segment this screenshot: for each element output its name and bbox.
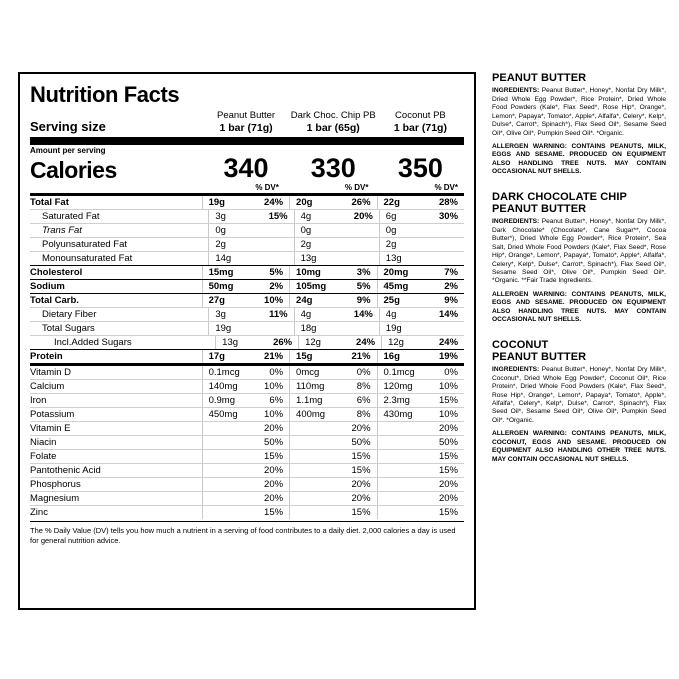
vitamin-value-col1	[202, 436, 289, 449]
nutrient-amount: 18g	[300, 323, 317, 335]
vitamin-daily-value: 20%	[264, 493, 284, 505]
amount-per-serving-label: Amount per serving	[30, 146, 106, 156]
vitamin-name: Folate	[30, 451, 57, 463]
nutrient-daily-value: 24%	[356, 337, 376, 349]
nutrient-name: Polyunsaturated Fat	[42, 239, 128, 251]
nutrient-daily-value: 5%	[356, 281, 371, 293]
nutrient-amount: 20g	[296, 197, 313, 209]
nutrient-row	[30, 279, 464, 293]
nutrient-amount: 13g	[385, 253, 402, 265]
ingredient-label: INGREDIENTS:	[492, 366, 542, 374]
nutrient-value-col3	[377, 280, 464, 293]
vitamin-daily-value: 20%	[438, 423, 458, 435]
nutrient-daily-value: 2%	[269, 281, 284, 293]
nutrient-row	[30, 196, 464, 209]
nutrient-value-col1	[202, 294, 289, 307]
vitamin-daily-value: 20%	[264, 423, 284, 435]
nutrient-name: Trans Fat	[42, 225, 82, 237]
calories-row	[30, 155, 464, 182]
nutrient-daily-value: 24%	[439, 337, 459, 349]
nutrient-daily-value: 3%	[356, 267, 371, 279]
vitamin-daily-value: 0%	[356, 367, 371, 379]
nutrient-daily-value: 7%	[444, 267, 458, 279]
nutrient-row	[30, 321, 464, 335]
vitamin-name: Potassium	[30, 409, 75, 421]
nutrient-value-col3	[379, 252, 464, 265]
nutrient-amount: 13g	[222, 337, 239, 349]
vitamin-daily-value: 6%	[269, 395, 284, 407]
vitamin-value-col3	[377, 478, 464, 491]
vitamin-daily-value: 50%	[264, 437, 284, 449]
vitamin-daily-value: 0%	[269, 367, 284, 379]
calories-value-peanut-butter: 340	[223, 153, 269, 184]
vitamin-row	[30, 379, 464, 393]
nutrient-value-col1	[215, 336, 298, 349]
vitamin-daily-value: 0%	[444, 367, 458, 379]
vitamin-daily-value: 20%	[264, 479, 284, 491]
vitamin-daily-value: 10%	[264, 409, 284, 421]
nutrient-daily-value: 9%	[444, 295, 458, 307]
ingredient-block	[492, 339, 666, 464]
nutrient-daily-value: 21%	[351, 351, 371, 363]
vitamin-value-col2	[289, 436, 376, 449]
nutrient-daily-value: 14%	[353, 309, 373, 321]
nutrient-amount: 27g	[208, 295, 225, 307]
vitamin-value-col1	[202, 366, 289, 379]
vitamin-value-col2	[289, 380, 376, 393]
nutrient-name: Saturated Fat	[42, 211, 100, 223]
daily-value-header-row	[30, 183, 464, 192]
nutrient-value-col1	[202, 280, 289, 293]
vitamin-rows	[30, 366, 464, 519]
nutrient-rows	[30, 196, 464, 363]
vitamin-value-col2	[289, 492, 376, 505]
nutrient-name: Dietary Fiber	[42, 309, 97, 321]
vitamin-daily-value: 20%	[351, 423, 371, 435]
vitamin-value-col1	[202, 408, 289, 421]
nutrient-daily-value: 30%	[439, 211, 459, 223]
column-name: Coconut PB	[395, 110, 446, 122]
vitamin-value-col3	[377, 464, 464, 477]
nutrient-daily-value: 15%	[268, 211, 288, 223]
nutrient-amount: 24g	[296, 295, 313, 307]
nutrient-value-col2	[294, 252, 379, 265]
nutrient-daily-value: 26%	[351, 197, 371, 209]
vitamin-value-col1	[202, 450, 289, 463]
nutrient-row	[30, 307, 464, 321]
vitamin-row	[30, 407, 464, 421]
vitamin-value-col1	[202, 464, 289, 477]
nutrient-amount: 19g	[385, 323, 402, 335]
nutrient-amount: 16g	[383, 351, 400, 363]
nutrient-row	[30, 251, 464, 265]
vitamin-name: Vitamin D	[30, 367, 72, 379]
vitamin-daily-value: 15%	[438, 507, 458, 519]
nutrient-amount: 12g	[305, 337, 321, 349]
vitamin-value-col2	[289, 450, 376, 463]
vitamin-value-col2	[289, 464, 376, 477]
nutrient-amount: 2g	[300, 239, 312, 251]
vitamin-daily-value: 20%	[438, 493, 458, 505]
vitamin-daily-value: 15%	[351, 507, 371, 519]
calories-value-coconut-pb: 350	[397, 153, 443, 184]
nutrition-facts-panel	[18, 72, 476, 610]
nutrient-row	[30, 349, 464, 363]
nutrient-amount: 50mg	[208, 281, 234, 293]
vitamin-value-col2	[289, 478, 376, 491]
nutrient-value-col1	[208, 252, 293, 265]
vitamin-value-col3	[377, 450, 464, 463]
calories-label: Calories	[30, 157, 117, 184]
vitamin-daily-value: 50%	[438, 437, 458, 449]
nutrient-daily-value: 20%	[353, 211, 373, 223]
nutrient-name: Protein	[30, 351, 63, 363]
column-serving: 1 bar (65g)	[306, 122, 360, 135]
vitamin-row	[30, 449, 464, 463]
daily-value-footnote: The % Daily Value (DV) tells you how much a nutrient in a serving of food contributes to a daily diet. 2,000 calories a day is used for general nutrition advice.	[30, 526, 456, 546]
column-header-coconut-pb	[377, 110, 464, 134]
nutrient-amount: 4g	[385, 309, 397, 321]
vitamin-daily-value: 10%	[264, 381, 284, 393]
nutrient-daily-value: 19%	[438, 351, 458, 363]
nutrient-amount: 17g	[208, 351, 225, 363]
dv-spacer	[30, 183, 195, 192]
vitamin-daily-value: 8%	[356, 409, 371, 421]
vitamin-value-col3	[377, 394, 464, 407]
vitamin-name: Iron	[30, 395, 47, 407]
column-headers	[30, 110, 464, 134]
ingredient-block	[492, 191, 666, 325]
nutrient-value-col2	[294, 308, 379, 321]
nutrient-amount: 25g	[383, 295, 400, 307]
vitamin-amount: 0.9mg	[208, 395, 235, 407]
nutrient-daily-value: 11%	[269, 309, 288, 321]
nutrient-name: Total Carb.	[30, 295, 79, 307]
divider-thick	[30, 137, 464, 145]
vitamin-name: Magnesium	[30, 493, 80, 505]
vitamin-row	[30, 505, 464, 519]
ingredient-body: INGREDIENTS: Peanut Butter*, Honey*, Nonfat Dry Milk*, Coconut*, Dried Whole Egg Powder*, Coconut Oil*, Rice Protein*, Dried Whole Food Powders (Kale*, Flax Seed*, Rose Hip*, Orange*, Lemon*, Papaya*, Tomato*, Apple*, Alfalfa*, Celery*, Kelp*, Dulse*, Carrot*, Spinach*), Flax Seed Oil*, Sesame Seed Oil*, Olive Oil*, Pumpkin Seed Oil*. *Organic.	[492, 366, 667, 424]
vitamin-row	[30, 463, 464, 477]
ingredient-title: COCONUT PEANUT BUTTER	[492, 338, 587, 363]
vitamin-value-col1	[202, 478, 289, 491]
nutrient-value-col3	[377, 294, 464, 307]
column-serving: 1 bar (71g)	[393, 122, 447, 135]
nutrient-amount: 4g	[300, 211, 312, 223]
vitamin-row	[30, 393, 464, 407]
nutrient-daily-value: 9%	[356, 295, 371, 307]
nutrient-amount: 20mg	[383, 267, 409, 279]
vitamin-value-col1	[202, 422, 289, 435]
nutrient-value-col2	[289, 196, 376, 209]
ingredient-label: INGREDIENTS:	[492, 87, 542, 95]
nutrient-value-col3	[379, 238, 464, 251]
nutrient-value-col1	[202, 266, 289, 279]
vitamin-value-col3	[377, 422, 464, 435]
nutrient-daily-value: 21%	[264, 351, 284, 363]
vitamin-name: Calcium	[30, 381, 65, 393]
ingredient-title: PEANUT BUTTER	[492, 72, 587, 84]
vitamin-amount: 1.1mg	[296, 395, 323, 407]
nutrient-value-col2	[294, 210, 379, 223]
nutrient-value-col3	[379, 308, 464, 321]
vitamin-daily-value: 15%	[351, 451, 371, 463]
dv-header-dark-choc-chip-pb: % DV*	[344, 183, 369, 193]
column-name: Peanut Butter	[217, 110, 276, 122]
vitamin-name: Pantothenic Acid	[30, 465, 101, 477]
vitamin-value-col3	[377, 492, 464, 505]
vitamin-value-col2	[289, 506, 376, 519]
nutrient-row	[30, 237, 464, 251]
nutrient-value-col3	[379, 224, 464, 237]
vitamin-daily-value: 20%	[264, 465, 284, 477]
nutrient-value-col1	[208, 210, 293, 223]
vitamin-value-col3	[377, 408, 464, 421]
nutrient-amount: 22g	[383, 197, 400, 209]
allergen-warning: ALLERGEN WARNING: CONTAINS PEANUTS, MILK, COCONUT, EGGS AND SESAME. PRODUCED ON EQUIPMENT ALSO HANDLING OTHER TREE NUTS. MAY CONTAIN OCCASIONAL NUT SHELLS.	[492, 430, 666, 463]
nutrient-value-col3	[379, 210, 464, 223]
vitamin-amount: 450mg	[208, 409, 238, 421]
nutrient-value-col2	[294, 224, 379, 237]
allergen-warning: ALLERGEN WARNING: CONTAINS PEANUTS, MILK, EGGS AND SESAME. PRODUCED ON EQUIPMENT ALSO HANDLING TREE NUTS. MAY CONTAIN OCCASIONAL NUT SHELLS.	[492, 290, 666, 324]
nutrient-value-col1	[202, 350, 289, 363]
nutrient-amount: 0g	[300, 225, 312, 237]
nutrient-value-col3	[377, 350, 464, 363]
nutrient-amount: 3g	[215, 309, 226, 321]
nutrient-row	[30, 265, 464, 279]
nutrient-name: Total Sugars	[42, 323, 95, 335]
nutrient-value-col3	[377, 196, 464, 209]
ingredient-body: INGREDIENTS: Peanut Butter*, Honey*, Nonfat Dry Milk*, Dark Chocolate* (Chocolate*, Cane Sugar**, Cocoa Butter*), Dried Whole Egg Powder*, Rice Protein*, Sea Salt, Dried Whole Food Powders (Kale*, Flax Seed*, Rose Hip*, Orange*, Lemon*, Papaya*, Tomato*, Apple*, Alfalfa*, Celery*, Kelp*, Dulse*, Carrot*, Spinach*), Flax Seed Oil*, Sesame Seed Oil*, Olive Oil*, Pumpkin Seed Oil*. *Organic. **Fair Trade Ingredients.	[492, 218, 667, 285]
nutrient-row	[30, 223, 464, 237]
vitamin-amount: 400mg	[296, 409, 326, 421]
vitamin-daily-value: 15%	[438, 465, 458, 477]
nutrient-row	[30, 335, 464, 349]
nutrient-amount: 10mg	[296, 267, 321, 279]
nutrient-value-col2	[289, 280, 376, 293]
nutrient-value-col1	[208, 238, 293, 251]
ingredients-column	[492, 72, 666, 478]
nutrient-amount: 15mg	[208, 267, 234, 279]
nutrient-amount: 105mg	[296, 281, 327, 293]
nutrient-row	[30, 209, 464, 223]
nutrient-amount: 3g	[215, 211, 226, 223]
ingredient-body: INGREDIENTS: Peanut Butter*, Honey*, Nonfat Dry Milk*, Dried Whole Egg Powder*, Rice Protein*, Dried Whole Food Powders (Kale*, Flax Seed*, Rose Hip*, Orange*, Lemon*, Papaya*, Tomato*, Apple*, Alfalfa*, Celery*, Kelp*, Dulse*, Carrot*, Spinach*), Flax Seed Oil*, Sesame Seed Oil*, Olive Oil*, Pumpkin Seed Oil*. *Organic.	[492, 87, 667, 137]
nutrient-daily-value: 10%	[264, 295, 284, 307]
vitamin-daily-value: 20%	[351, 493, 371, 505]
vitamin-value-col3	[377, 506, 464, 519]
vitamin-value-col1	[202, 380, 289, 393]
vitamin-row	[30, 491, 464, 505]
vitamin-name: Zinc	[30, 507, 48, 519]
vitamin-value-col1	[202, 394, 289, 407]
vitamin-row	[30, 435, 464, 449]
nutrient-amount: 45mg	[383, 281, 409, 293]
vitamin-amount: 120mg	[383, 381, 413, 393]
dv-header-peanut-butter: % DV*	[255, 183, 279, 193]
nutrient-amount: 2g	[385, 239, 397, 251]
serving-size-label: Serving size	[30, 119, 106, 135]
vitamin-name: Niacin	[30, 437, 57, 449]
vitamin-daily-value: 15%	[438, 395, 458, 407]
vitamin-daily-value: 10%	[438, 381, 458, 393]
column-serving: 1 bar (71g)	[219, 122, 273, 135]
nutrient-amount: 15g	[296, 351, 313, 363]
nutrient-value-col3	[377, 266, 464, 279]
nutrient-amount: 2g	[215, 239, 226, 251]
nutrient-daily-value: 26%	[273, 337, 293, 349]
nutrient-daily-value: 24%	[264, 197, 284, 209]
nutrient-amount: 6g	[385, 211, 397, 223]
nutrient-name: Incl.Added Sugars	[54, 337, 132, 349]
vitamin-value-col1	[202, 506, 289, 519]
nutrient-name: Cholesterol	[30, 267, 83, 279]
calories-value-dark-choc-chip-pb: 330	[310, 153, 356, 184]
ingredient-block	[492, 72, 666, 177]
vitamin-daily-value: 20%	[351, 479, 371, 491]
column-header-dark-choc-chip-pb	[290, 110, 377, 134]
nutrient-value-col1	[208, 224, 293, 237]
nutrient-value-col2	[298, 336, 381, 349]
vitamin-row	[30, 477, 464, 491]
column-header-peanut-butter	[202, 110, 289, 134]
nutrient-daily-value: 14%	[439, 309, 459, 321]
nutrient-amount: 19g	[215, 323, 232, 335]
nutrient-name: Sodium	[30, 281, 65, 293]
nutrient-daily-value: 5%	[269, 267, 284, 279]
vitamin-value-col2	[289, 408, 376, 421]
page-title: Nutrition Facts	[30, 82, 180, 107]
vitamin-row	[30, 421, 464, 435]
vitamin-value-col1	[202, 492, 289, 505]
vitamin-daily-value: 50%	[351, 437, 371, 449]
vitamin-daily-value: 15%	[264, 451, 284, 463]
nutrient-amount: 0g	[215, 225, 226, 237]
vitamin-amount: 0.1mcg	[383, 367, 415, 379]
vitamin-amount: 0mcg	[296, 367, 320, 379]
nutrient-value-col2	[294, 322, 379, 335]
nutrient-value-col1	[208, 308, 293, 321]
nutrient-daily-value: 2%	[444, 281, 458, 293]
vitamin-daily-value: 10%	[438, 409, 458, 421]
vitamin-value-col2	[289, 366, 376, 379]
vitamin-daily-value: 8%	[356, 381, 371, 393]
ingredient-title: DARK CHOCOLATE CHIP PEANUT BUTTER	[492, 190, 627, 215]
vitamin-amount: 430mg	[383, 409, 413, 421]
nutrient-daily-value: 28%	[438, 197, 458, 209]
ingredient-label: INGREDIENTS:	[492, 218, 542, 226]
vitamin-daily-value: 20%	[438, 479, 458, 491]
vitamin-amount: 2.3mg	[383, 395, 410, 407]
vitamin-daily-value: 6%	[356, 395, 371, 407]
vitamin-value-col3	[377, 436, 464, 449]
nutrient-amount: 14g	[215, 253, 232, 265]
nutrient-name: Total Fat	[30, 197, 69, 209]
vitamin-name: Phosphorus	[30, 479, 81, 491]
nutrient-value-col1	[202, 196, 289, 209]
allergen-warning: ALLERGEN WARNING: CONTAINS PEANUTS, MILK, EGGS AND SESAME. PRODUCED ON EQUIPMENT ALSO HANDLING TREE NUTS. MAY CONTAIN OCCASIONAL NUT SHELLS.	[492, 142, 666, 176]
vitamin-value-col3	[377, 380, 464, 393]
nutrient-amount: 19g	[208, 197, 225, 209]
nutrient-value-col3	[379, 322, 464, 335]
vitamin-value-col2	[289, 394, 376, 407]
nutrient-amount: 12g	[388, 337, 404, 349]
vitamin-amount: 0.1mcg	[208, 367, 240, 379]
nutrient-value-col2	[289, 294, 376, 307]
nutrient-value-col2	[289, 350, 376, 363]
vitamin-daily-value: 15%	[438, 451, 458, 463]
column-name: Dark Choc. Chip PB	[290, 110, 376, 122]
nutrient-amount: 13g	[300, 253, 317, 265]
vitamin-daily-value: 15%	[351, 465, 371, 477]
nutrient-amount: 0g	[385, 225, 397, 237]
nutrient-name: Monounsaturated Fat	[42, 253, 133, 265]
vitamin-daily-value: 15%	[264, 507, 284, 519]
vitamin-row	[30, 366, 464, 379]
vitamin-amount: 110mg	[296, 381, 325, 393]
nutrient-row	[30, 293, 464, 307]
nutrient-value-col3	[381, 336, 464, 349]
nutrient-amount: 4g	[300, 309, 312, 321]
nutrient-value-col1	[208, 322, 293, 335]
nutrient-value-col2	[294, 238, 379, 251]
nutrient-value-col2	[289, 266, 376, 279]
vitamin-value-col3	[377, 366, 464, 379]
vitamin-name: Vitamin E	[30, 423, 71, 435]
vitamin-amount: 140mg	[208, 381, 238, 393]
dv-header-coconut-pb: % DV*	[434, 183, 458, 193]
vitamin-value-col2	[289, 422, 376, 435]
